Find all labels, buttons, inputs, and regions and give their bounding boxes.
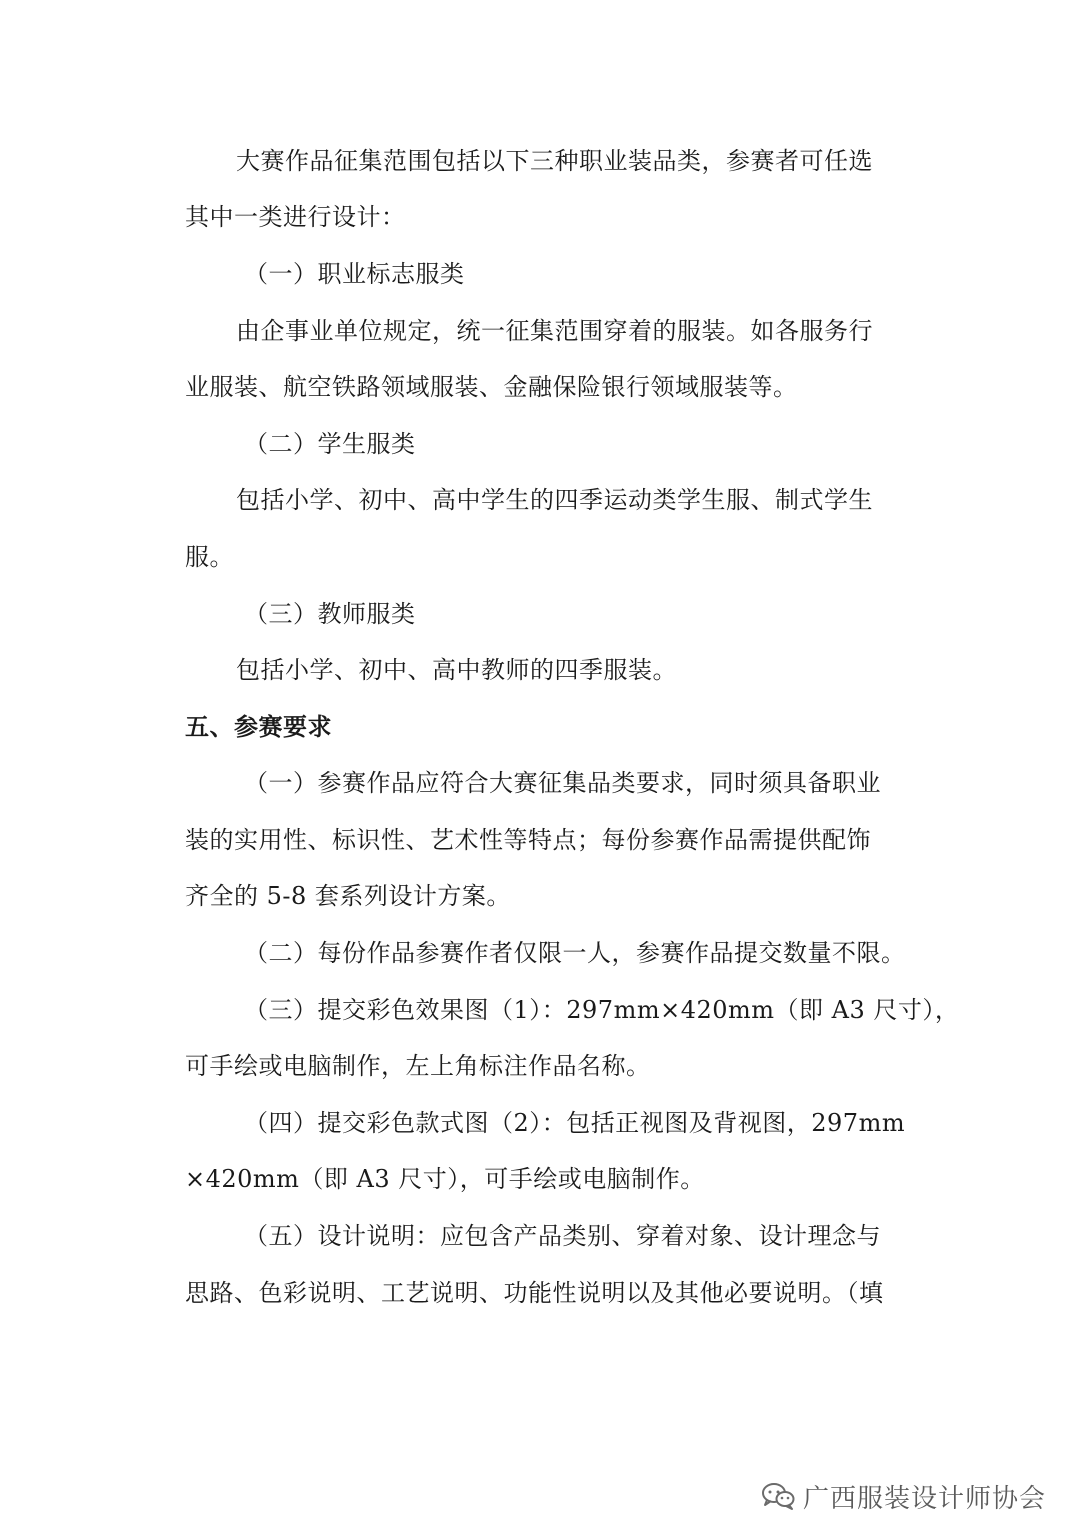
paragraph-line: 其中一类进行设计： bbox=[185, 203, 406, 231]
paragraph-line: 大赛作品征集范围包括以下三种职业装品类，参赛者可任选 bbox=[236, 147, 873, 175]
paragraph-line: 装的实用性、标识性、艺术性等特点；每份参赛作品需提供配饰 bbox=[185, 826, 871, 854]
watermark bbox=[761, 1476, 1046, 1516]
paragraph-line: ×420mm（即 A3 尺寸），可手绘或电脑制作。 bbox=[185, 1165, 705, 1193]
paragraph-line: （五）设计说明：应包含产品类别、穿着对象、设计理念与 bbox=[244, 1222, 881, 1250]
section-heading: 五、参赛要求 bbox=[185, 713, 332, 741]
wechat-icon bbox=[761, 1482, 795, 1510]
subsection-heading: （一）职业标志服类 bbox=[244, 260, 465, 288]
paragraph-line: 业服装、航空铁路领域服装、金融保险银行领域服装等。 bbox=[185, 373, 798, 401]
paragraph-line: 思路、色彩说明、工艺说明、功能性说明以及其他必要说明。（填 bbox=[185, 1279, 884, 1307]
paragraph-line: 包括小学、初中、高中学生的四季运动类学生服、制式学生 bbox=[236, 486, 873, 514]
paragraph-line: （二）每份作品参赛作者仅限一人，参赛作品提交数量不限。 bbox=[244, 939, 906, 967]
paragraph-line: （三）提交彩色效果图（1）：297mm×420mm（即 A3 尺寸）， bbox=[244, 996, 960, 1024]
paragraph-line: 可手绘或电脑制作，左上角标注作品名称。 bbox=[185, 1052, 651, 1080]
paragraph-line: （四）提交彩色款式图（2）：包括正视图及背视图，297mm bbox=[244, 1109, 906, 1137]
paragraph-line: （一）参赛作品应符合大赛征集品类要求，同时须具备职业 bbox=[244, 769, 881, 797]
paragraph-line: 服。 bbox=[185, 543, 234, 571]
paragraph-line: 由企事业单位规定，统一征集范围穿着的服装。如各服务行 bbox=[236, 317, 873, 345]
subsection-heading: （二）学生服类 bbox=[244, 430, 416, 458]
watermark-text: 广西服装设计师协会 bbox=[802, 1483, 1046, 1514]
subsection-heading: （三）教师服类 bbox=[244, 600, 416, 628]
paragraph-line: 齐全的 5-8 套系列设计方案。 bbox=[185, 882, 511, 910]
paragraph-line: 包括小学、初中、高中教师的四季服装。 bbox=[236, 656, 677, 684]
